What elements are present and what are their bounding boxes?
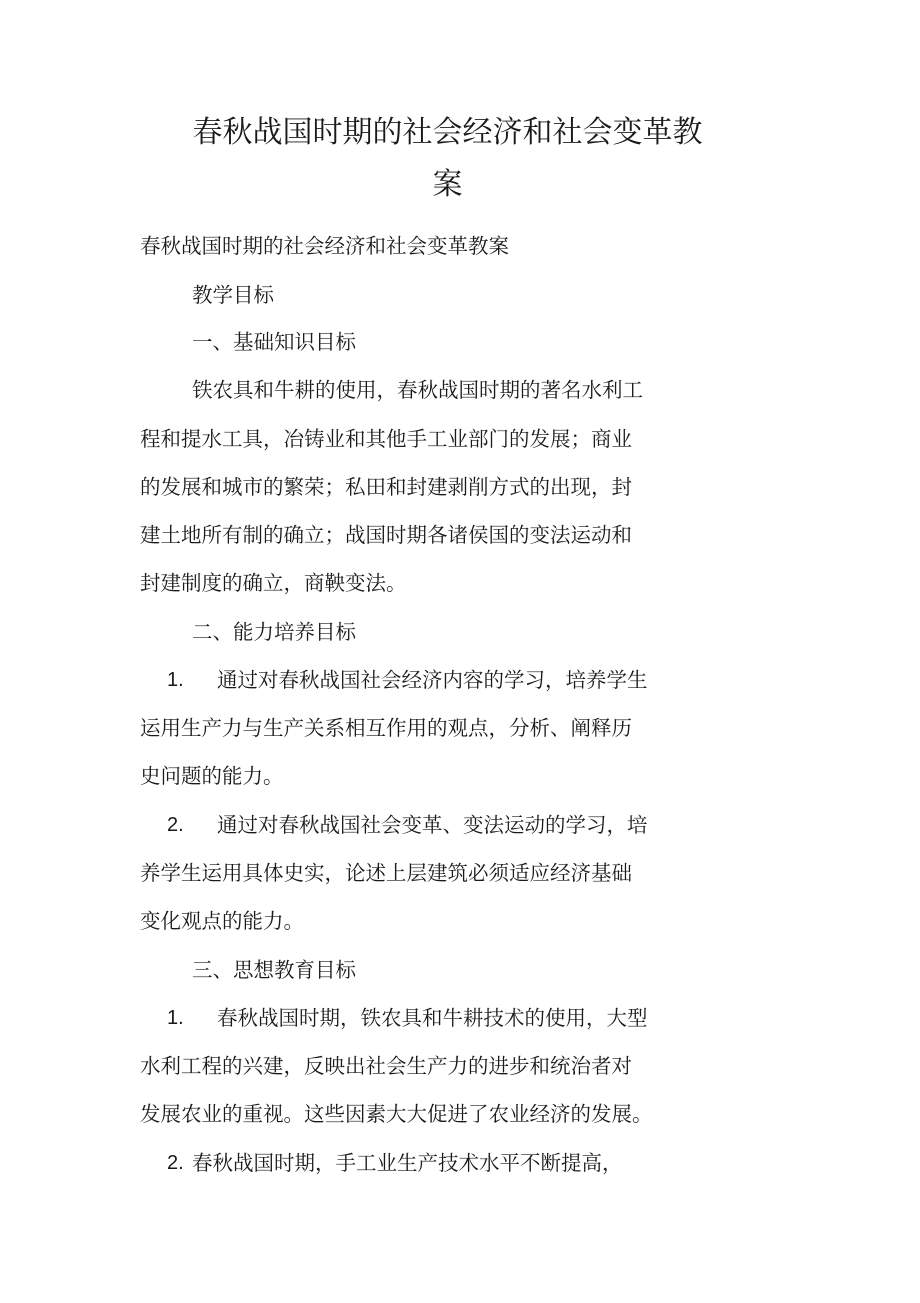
section3-heading: 三、思想教育目标 [192,958,356,982]
section1-paragraph-line: 建土地所有制的确立；战国时期各诸侯国的变法运动和 [140,523,632,547]
section1-paragraph-line: 的发展和城市的繁荣；私田和封建剥削方式的出现，封 [140,475,632,499]
section1-paragraph-line: 程和提水工具，冶铸业和其他手工业部门的发展；商业 [140,427,632,451]
section3-item1-line: 春秋战国时期，铁农具和牛耕技术的使用，大型 [217,1006,648,1030]
section1-heading: 一、基础知识目标 [192,330,356,354]
section2-heading: 二、能力培养目标 [192,620,356,644]
section2-item1-line: 运用生产力与生产关系相互作用的观点，分析、阐释历 [140,716,632,740]
section2-item1-line: 史问题的能力。 [140,764,284,788]
heading-teaching-goals: 教学目标 [192,283,274,307]
section3-item1-number: 1. [167,1007,184,1029]
section1-paragraph-line: 铁农具和牛耕的使用，春秋战国时期的著名水利工 [192,378,643,402]
section3-item1-line: 水利工程的兴建，反映出社会生产力的进步和统治者对 [140,1054,632,1078]
section3-item2-number: 2. [167,1152,184,1174]
document-title-line-2: 案 [432,167,463,202]
section2-item2-line: 通过对春秋战国社会变革、变法运动的学习，培 [217,813,648,837]
document-title-line-1: 春秋战国时期的社会经济和社会变革教 [192,115,703,150]
section2-item2-line: 变化观点的能力。 [140,909,304,933]
section3-item2-line: 春秋战国时期，手工业生产技术水平不断提高， [192,1151,623,1175]
section2-item2-number: 2. [167,814,184,836]
section2-item1-line: 通过对春秋战国社会经济内容的学习，培养学生 [217,668,648,692]
section2-item1-number: 1. [167,669,184,691]
section2-item2-line: 养学生运用具体史实，论述上层建筑必须适应经济基础 [140,861,632,885]
section3-item1-line: 发展农业的重视。这些因素大大促进了农业经济的发展。 [140,1102,653,1126]
section1-paragraph-line: 封建制度的确立，商鞅变法。 [140,571,407,595]
document-subtitle: 春秋战国时期的社会经济和社会变革教案 [140,234,509,258]
